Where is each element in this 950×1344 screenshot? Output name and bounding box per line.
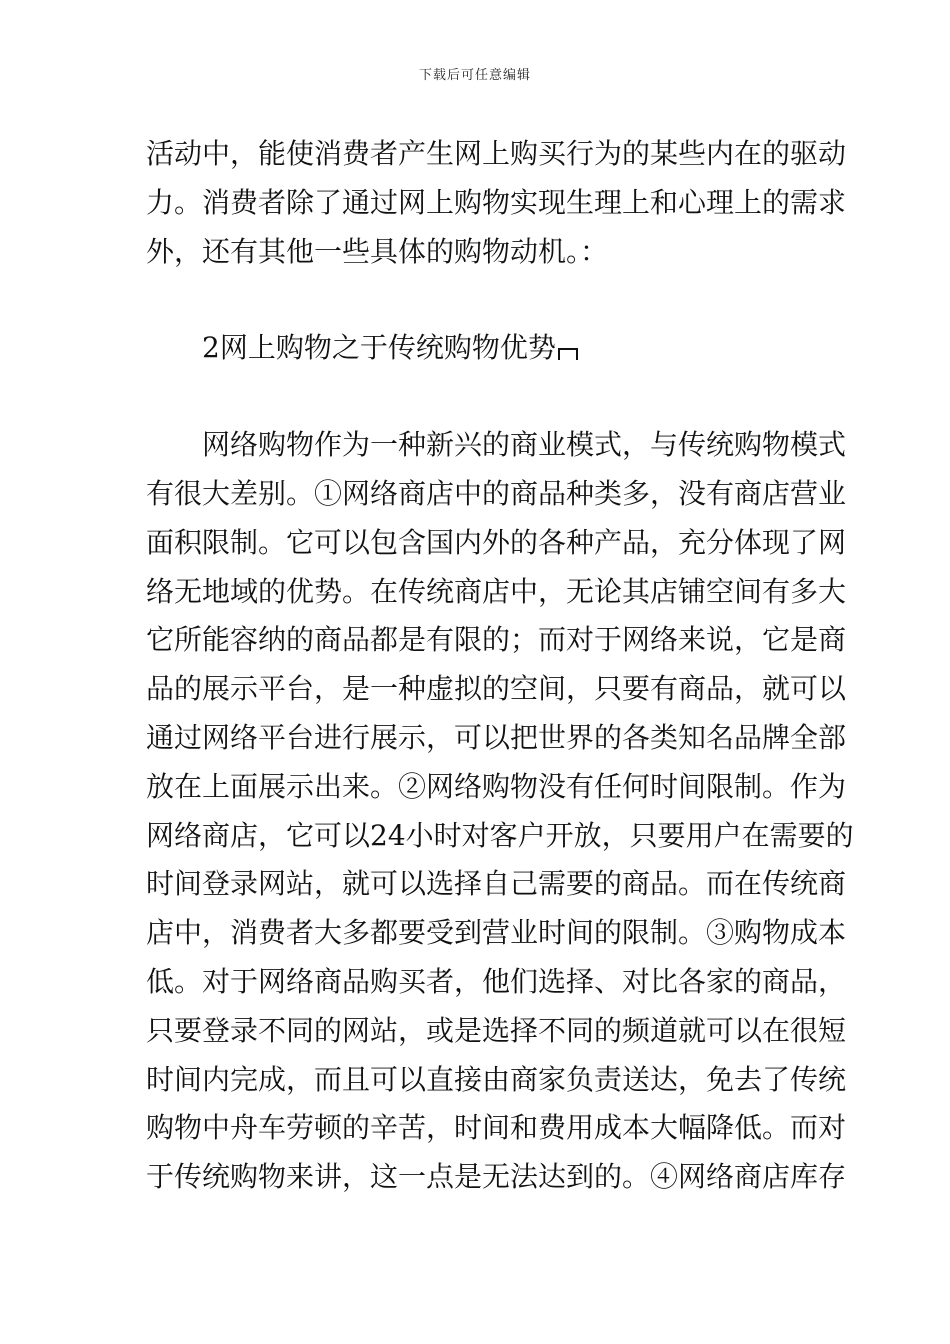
- page-header: 下载后可任意编辑: [418, 68, 531, 83]
- text-line: 只要登录不同的网站，或是选择不同的频道就可以在很短: [146, 1013, 847, 1047]
- text-line: 低。对于网络商品购买者，他们选择、对比各家的商品，: [146, 964, 847, 998]
- text-line: 品的展示平台，是一种虚拟的空间，只要有商品，就可以: [146, 672, 847, 706]
- text-line: 时间内完成，而且可以直接由商家负责送达，免去了传统: [146, 1062, 847, 1096]
- paragraph-motivation: [146, 130, 847, 276]
- text-line: 时间登录网站，就可以选择自己需要的商品。而在传统商: [146, 867, 847, 901]
- text-line: 店中，消费者大多都要受到营业时间的限制。③购物成本: [146, 916, 847, 950]
- text-line: 活动中，能使消费者产生网上购买行为的某些内在的驱动: [146, 137, 847, 170]
- heading-mark-icon: [558, 348, 578, 360]
- text-line: 网络购物作为一种新兴的商业模式，与传统购物模式: [202, 428, 847, 462]
- paragraph-spacer: [146, 276, 806, 324]
- text-line: 有很大差别。①网络商店中的商品种类多，没有商店营业: [146, 476, 847, 510]
- text-line: 它所能容纳的商品都是有限的；而对于网络来说，它是商: [146, 623, 847, 657]
- text-line: 力。消费者除了通过网上购物实现生理上和心理上的需求: [146, 185, 847, 219]
- document-body: [146, 130, 854, 1202]
- text-line: 网络商店，它可以24小时对客户开放，只要用户在需要的: [146, 818, 854, 852]
- text-line: 于传统购物来讲，这一点是无法达到的。④网络商店库存: [146, 1160, 847, 1194]
- text-line: 通过网络平台进行展示，可以把世界的各类知名品牌全部: [146, 720, 847, 754]
- text-line: 放在上面展示出来。②网络购物没有任何时间限制。作为: [146, 769, 847, 803]
- text-line: 络无地域的优势。在传统商店中，无论其店铺空间有多大: [146, 574, 847, 608]
- section-heading-text: 2网上购物之于传统购物优势: [202, 331, 556, 365]
- paragraph-advantages: [146, 421, 854, 1202]
- paragraph-spacer: [146, 373, 806, 421]
- text-line: 面积限制。它可以包含国内外的各种产品，充分体现了网: [146, 525, 847, 559]
- section-heading: [146, 324, 806, 373]
- text-line: 购物中舟车劳顿的辛苦，时间和费用成本大幅降低。而对: [146, 1111, 847, 1145]
- text-line: 外，还有其他一些具体的购物动机。：: [146, 234, 609, 268]
